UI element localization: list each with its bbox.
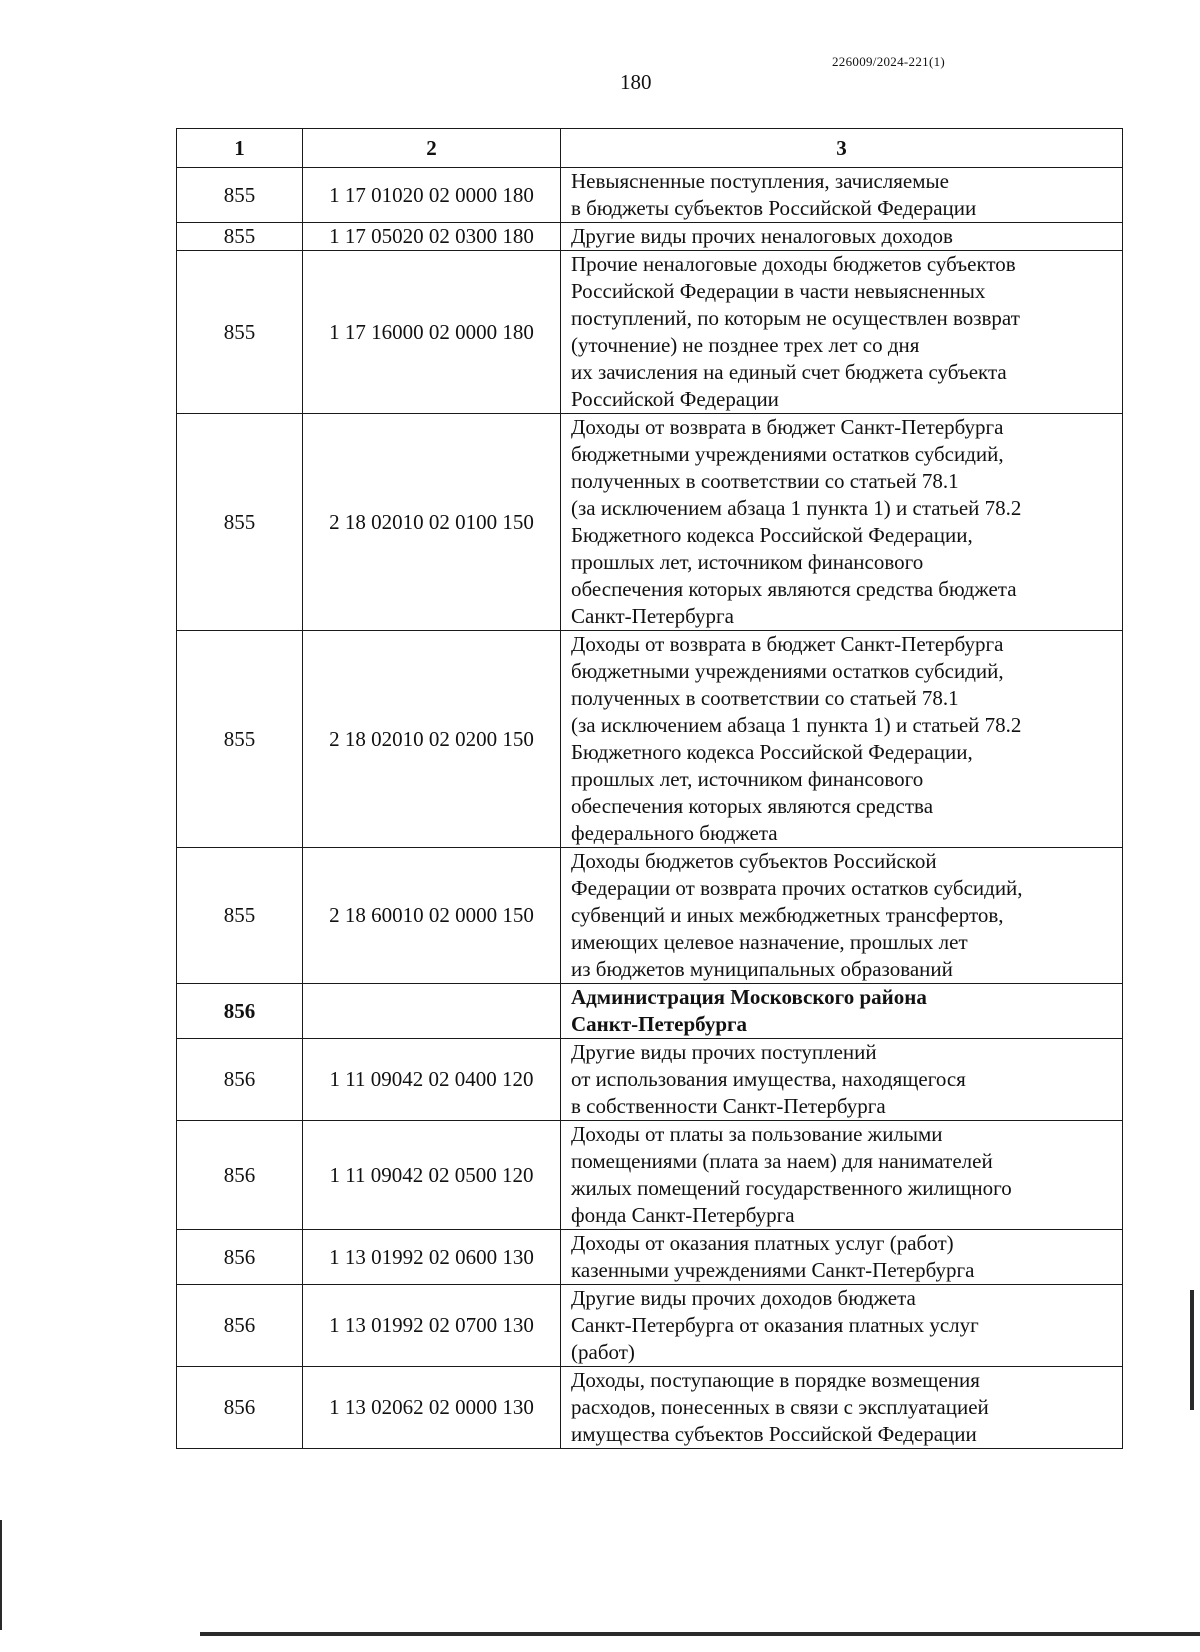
budget-code-cell: 2 18 02010 02 0100 150 [303, 414, 561, 631]
income-name-line: Бюджетного кодекса Российской Федерации, [571, 740, 973, 764]
budget-code-cell: 1 13 01992 02 0700 130 [303, 1285, 561, 1367]
table-body [177, 168, 1123, 1449]
income-name-cell [561, 1039, 1123, 1121]
table-row [177, 1121, 1123, 1230]
income-name-line: Санкт-Петербурга [571, 604, 734, 628]
income-name-line: полученных в соответствии со статьей 78.1 [571, 469, 959, 493]
scan-edge-mark-right [1190, 1290, 1194, 1410]
table-row [177, 848, 1123, 984]
budget-code-cell: 1 17 01020 02 0000 180 [303, 168, 561, 223]
scan-edge-mark [0, 1520, 2, 1630]
income-name-line: Другие виды прочих поступлений [571, 1040, 877, 1064]
income-name-line: (за исключением абзаца 1 пункта 1) и статьей 78.2 [571, 713, 1022, 737]
income-name-cell [561, 848, 1123, 984]
admin-code-cell: 855 [177, 251, 303, 414]
income-name-line: от использования имущества, находящегося [571, 1067, 966, 1091]
income-name-cell [561, 1285, 1123, 1367]
budget-code-cell: 1 13 02062 02 0000 130 [303, 1367, 561, 1449]
income-name-line: федерального бюджета [571, 821, 778, 845]
income-name-line: бюджетными учреждениями остатков субсидий, [571, 659, 1004, 683]
income-name-line: субвенций и иных межбюджетных трансфертов, [571, 903, 1004, 927]
table-header-row [177, 129, 1123, 168]
admin-code-cell: 856 [177, 984, 303, 1039]
admin-code-cell: 855 [177, 848, 303, 984]
budget-code-cell: 1 11 09042 02 0500 120 [303, 1121, 561, 1230]
table-row [177, 223, 1123, 251]
income-name-line: Российской Федерации [571, 387, 779, 411]
income-name-cell [561, 251, 1123, 414]
budget-code-cell: 1 17 16000 02 0000 180 [303, 251, 561, 414]
column-header-2: 2 [303, 129, 561, 168]
budget-code-cell: 2 18 60010 02 0000 150 [303, 848, 561, 984]
income-name-cell [561, 414, 1123, 631]
table-row [177, 1285, 1123, 1367]
table-row [177, 414, 1123, 631]
admin-code-cell: 856 [177, 1367, 303, 1449]
income-name-line: Доходы от возврата в бюджет Санкт-Петербурга [571, 632, 1004, 656]
admin-code-cell: 855 [177, 223, 303, 251]
budget-code-cell: 2 18 02010 02 0200 150 [303, 631, 561, 848]
budget-code-cell [303, 984, 561, 1039]
income-name-line: обеспечения которых являются средства бюджета [571, 577, 1017, 601]
admin-code-cell: 855 [177, 414, 303, 631]
income-name-line: из бюджетов муниципальных образований [571, 957, 953, 981]
income-name-line: Федерации от возврата прочих остатков субсидий, [571, 876, 1023, 900]
income-name-cell [561, 1230, 1123, 1285]
income-name-cell [561, 1367, 1123, 1449]
admin-code-cell: 855 [177, 168, 303, 223]
document-number: 226009/2024-221(1) [832, 54, 945, 69]
income-name-line: прошлых лет, источником финансового [571, 767, 924, 791]
admin-code-cell: 856 [177, 1121, 303, 1230]
budget-code-cell: 1 13 01992 02 0600 130 [303, 1230, 561, 1285]
income-name-line: Доходы от оказания платных услуг (работ) [571, 1231, 954, 1255]
income-name-line: Администрация Московского района [571, 985, 927, 1009]
table-section-row [177, 984, 1123, 1039]
income-name-line: Санкт-Петербурга [571, 1012, 748, 1036]
table-row [177, 168, 1123, 223]
table-row [177, 1230, 1123, 1285]
income-name-line: (за исключением абзаца 1 пункта 1) и статьей 78.2 [571, 496, 1022, 520]
page-number: 180 [620, 70, 652, 94]
income-name-line: имеющих целевое назначение, прошлых лет [571, 930, 968, 954]
income-name-line: бюджетными учреждениями остатков субсидий, [571, 442, 1004, 466]
income-codes-table [176, 128, 1123, 1449]
table-row [177, 1367, 1123, 1449]
income-name-line: обеспечения которых являются средства [571, 794, 934, 818]
income-name-line: в собственности Санкт-Петербурга [571, 1094, 886, 1118]
income-name-line: (работ) [571, 1340, 635, 1364]
table-row [177, 251, 1123, 414]
income-name-line: Другие виды прочих доходов бюджета [571, 1286, 916, 1310]
admin-code-cell: 856 [177, 1230, 303, 1285]
income-name-line: Доходы бюджетов субъектов Российской [571, 849, 937, 873]
column-header-1: 1 [177, 129, 303, 168]
income-name-line: Доходы от возврата в бюджет Санкт-Петербурга [571, 415, 1004, 439]
admin-code-cell: 856 [177, 1285, 303, 1367]
column-header-3: 3 [561, 129, 1123, 168]
income-name-line: фонда Санкт-Петербурга [571, 1203, 795, 1227]
income-name-line: прошлых лет, источником финансового [571, 550, 924, 574]
table-row [177, 1039, 1123, 1121]
income-name-line: расходов, понесенных в связи с эксплуатацией [571, 1395, 989, 1419]
income-name-line: Бюджетного кодекса Российской Федерации, [571, 523, 973, 547]
income-name-line: казенными учреждениями Санкт-Петербурга [571, 1258, 975, 1282]
income-name-line: полученных в соответствии со статьей 78.1 [571, 686, 959, 710]
income-name-line: Доходы, поступающие в порядке возмещения [571, 1368, 980, 1392]
budget-code-cell: 1 11 09042 02 0400 120 [303, 1039, 561, 1121]
income-name-line: Прочие неналоговые доходы бюджетов субъектов [571, 252, 1016, 276]
admin-code-cell: 856 [177, 1039, 303, 1121]
income-name-cell [561, 168, 1123, 223]
income-name-line: (уточнение) не позднее трех лет со дня [571, 333, 920, 357]
income-name-cell [561, 984, 1123, 1039]
scan-edge-line [200, 1632, 1200, 1636]
income-name-line: Доходы от платы за пользование жилыми [571, 1122, 943, 1146]
income-name-line: Российской Федерации в части невыясненных [571, 279, 986, 303]
income-name-line: помещениями (плата за наем) для нанимателей [571, 1149, 993, 1173]
income-name-line: поступлений, по которым не осуществлен возврат [571, 306, 1020, 330]
income-name-line: Невыясненные поступления, зачисляемые [571, 169, 949, 193]
income-name-cell [561, 631, 1123, 848]
income-name-line: в бюджеты субъектов Российской Федерации [571, 196, 977, 220]
income-name-line: жилых помещений государственного жилищного [571, 1176, 1012, 1200]
income-name-line: Другие виды прочих неналоговых доходов [571, 224, 953, 248]
income-name-line: их зачисления на единый счет бюджета субъекта [571, 360, 1007, 384]
income-name-line: Санкт-Петербурга от оказания платных услуг [571, 1313, 979, 1337]
admin-code-cell: 855 [177, 631, 303, 848]
income-name-cell [561, 223, 1123, 251]
income-name-line: имущества субъектов Российской Федерации [571, 1422, 977, 1446]
budget-code-cell: 1 17 05020 02 0300 180 [303, 223, 561, 251]
table-row [177, 631, 1123, 848]
income-name-cell [561, 1121, 1123, 1230]
